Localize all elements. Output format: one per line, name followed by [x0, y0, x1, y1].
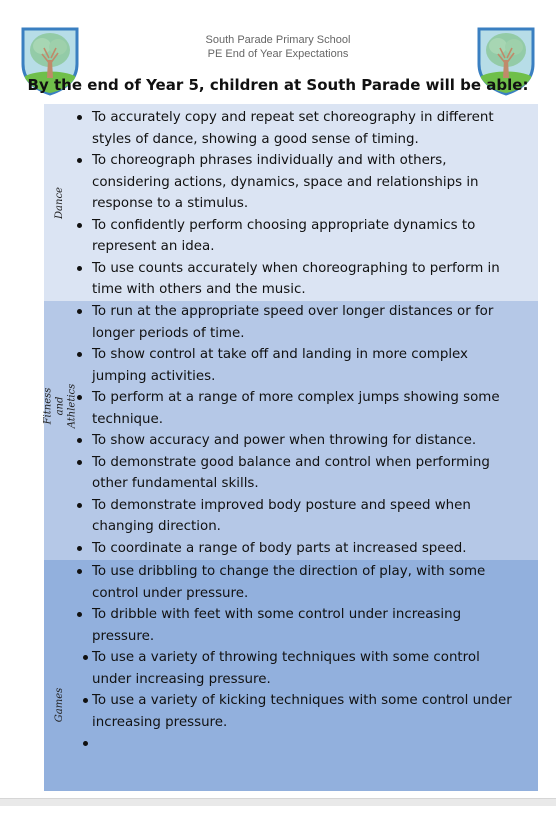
list-item: To show control at take off and landing in more complex jumping activities.	[44, 344, 538, 387]
list-item: To dribble with feet with some control under increasing pressure.	[44, 604, 538, 647]
list-item: To coordinate a range of body parts at increased speed.	[44, 538, 538, 560]
section-label-text: Fitness and Athletics	[42, 383, 77, 429]
list-item: To use dribbling to change the direction of play, with some control under pressure.	[44, 561, 538, 604]
list-item: To use a variety of kicking techniques with some control under increasing pressure.	[44, 690, 538, 733]
list-item: To use counts accurately when choreographing to perform in time with others and the music.	[44, 258, 538, 301]
section-games	[44, 560, 538, 791]
section-label-text: Games	[54, 687, 66, 723]
page-heading: By the end of Year 5, children at South Parade will be able:	[27, 76, 529, 94]
dance-list	[44, 107, 538, 301]
list-item: To perform at a range of more complex jumps showing some technique.	[44, 387, 538, 430]
list-item: To demonstrate good balance and control when performing other fundamental skills.	[44, 452, 538, 495]
section-label-text: Dance	[53, 186, 65, 219]
list-item: To accurately copy and repeat set choreography in different styles of dance, showing a good sense of timing.	[44, 107, 538, 150]
school-name: South Parade Primary School	[205, 34, 351, 46]
fitness-list	[44, 301, 538, 559]
list-item: To choreograph phrases individually and with others, considering actions, dynamics, space and relationships in response to a stimulus.	[44, 150, 538, 215]
section-fitness-athletics	[44, 301, 538, 560]
list-item: To confidently perform choosing appropriate dynamics to represent an idea.	[44, 215, 538, 258]
list-item: To demonstrate improved body posture and speed when changing direction.	[44, 495, 538, 538]
list-item: To use a variety of throwing techniques with some control under increasing pressure.	[44, 647, 538, 690]
document-subtitle: PE End of Year Expectations	[207, 48, 349, 60]
list-item-empty	[44, 733, 538, 755]
section-dance	[44, 104, 538, 301]
list-item: To show accuracy and power when throwing for distance.	[44, 430, 538, 452]
games-list	[44, 561, 538, 755]
list-item: To run at the appropriate speed over longer distances or for longer periods of time.	[44, 301, 538, 344]
